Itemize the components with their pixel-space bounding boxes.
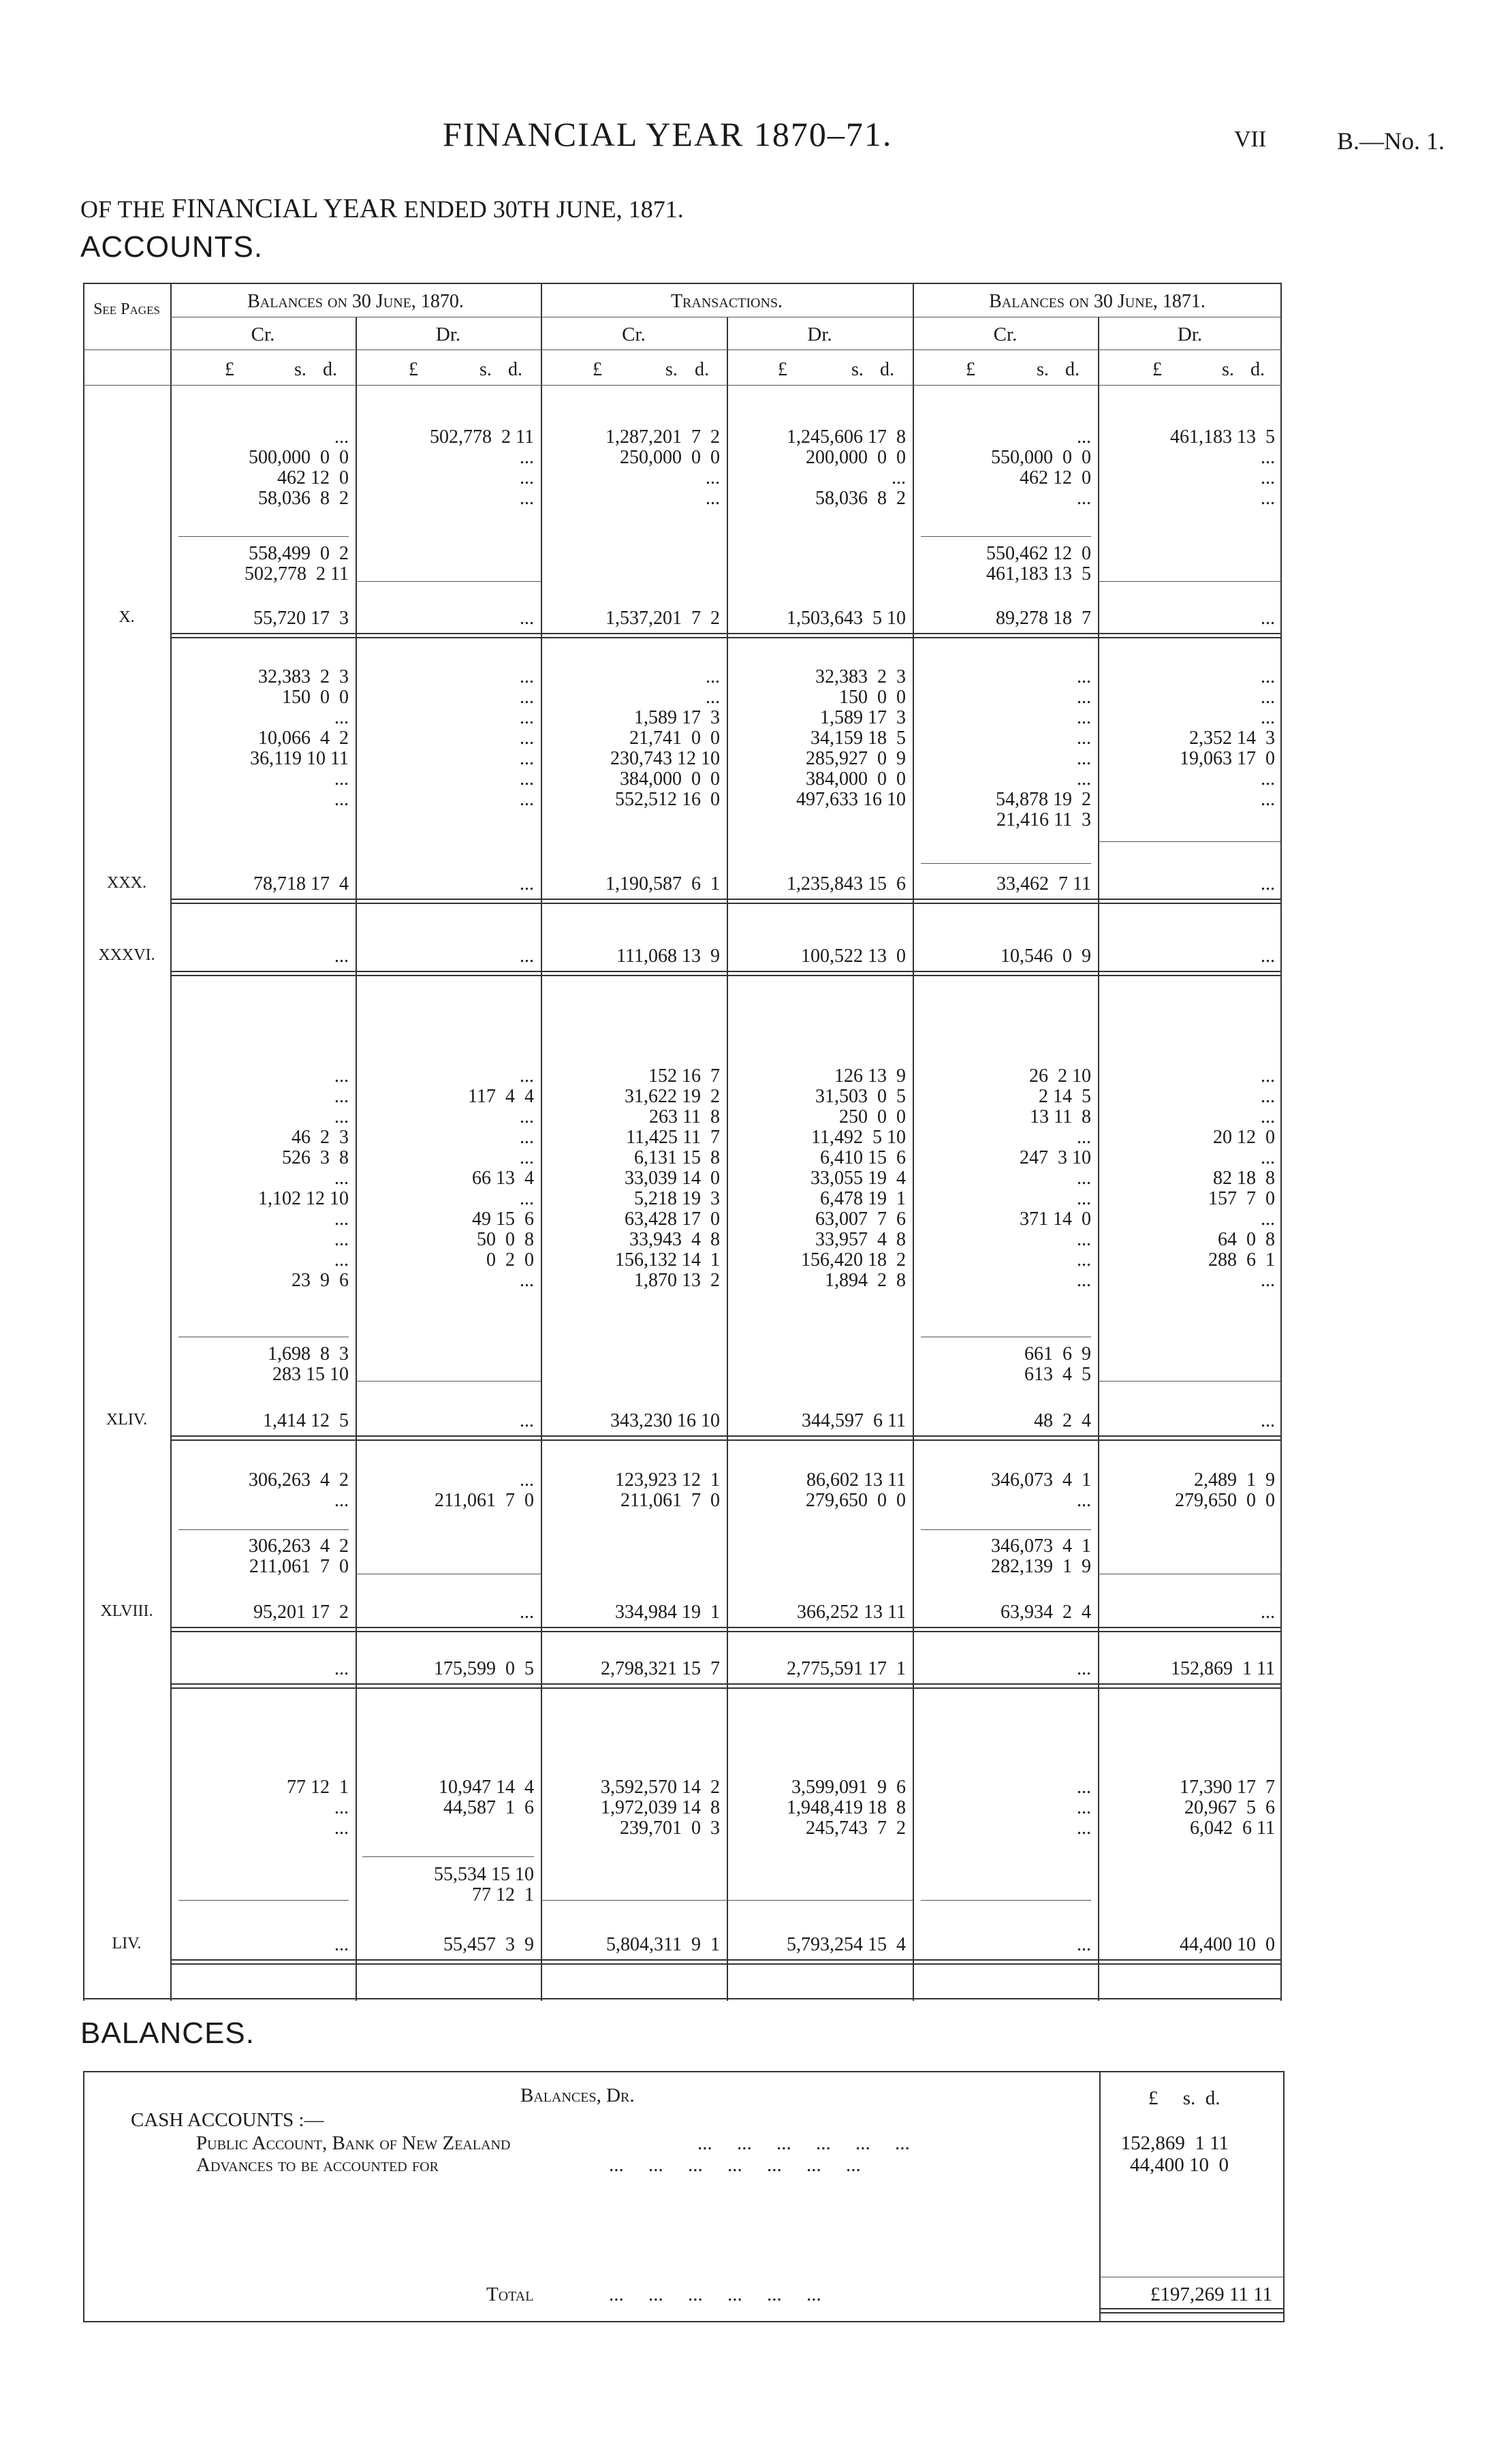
table-cell: 306,263 4 2 211,061 7 0 <box>249 1536 349 1577</box>
leader-dots: ... ... ... ... ... ... <box>609 2284 821 2305</box>
table-cell: 78,718 17 4 <box>253 873 349 894</box>
unit-pence: d. <box>1065 359 1080 380</box>
table-cell: ... 211,061 7 0 <box>435 1469 534 1511</box>
table-cell: ... <box>1077 1934 1091 1955</box>
table-cell: ... <box>520 1602 534 1623</box>
balances-dr-header: Balances, Dr. <box>520 2085 635 2106</box>
cash-accounts-label: CASH ACCOUNTS :— <box>131 2109 324 2131</box>
unit-pence: d. <box>508 359 522 380</box>
section-rule <box>170 1435 1280 1441</box>
subcol-cr: Cr. <box>622 324 646 345</box>
table-cell: 32,383 2 3 150 0 0 ... 10,066 4 2 36,119 10 11 ... ... <box>250 666 349 810</box>
table-cell: 152 16 7 31,622 19 2 263 11 8 11,425 11 7 6,131 15 8 33,039 14 0 5,218 19 3 63,428 17 0 33,943 4 8 156,132 14 1 1,870 13 2 <box>615 1065 720 1291</box>
subtotal-rule <box>356 581 541 582</box>
col-rule <box>1098 317 1099 2001</box>
table-cell: 152,869 1 11 <box>1171 1658 1275 1679</box>
subtitle <box>80 192 684 224</box>
table-cell: 661 6 9 613 4 5 <box>1024 1343 1091 1385</box>
table-cell: 1,245,606 17 8 200,000 0 0 ... 58,036 8 2 <box>787 426 906 509</box>
balances-table <box>83 2071 1285 2322</box>
subcol-dr: Dr. <box>807 324 832 345</box>
table-cell: ... ... ... ... ... ... ... <box>520 666 534 810</box>
table-cell: ... ... ... 20 12 0 ... 82 18 8 157 7 0 ... 64 0 8 288 6 1 ... <box>1208 1065 1275 1291</box>
table-cell: 343,230 16 10 <box>610 1410 720 1431</box>
unit-shilling: s. <box>479 359 492 380</box>
table-cell: ... <box>1261 946 1275 967</box>
table-cell: 2,798,321 15 7 <box>601 1658 720 1679</box>
subcol-cr: Cr. <box>993 324 1018 345</box>
table-bottom-rule <box>83 1998 1282 1999</box>
col-rule <box>356 317 357 2001</box>
col-rule <box>1099 2072 1101 2321</box>
table-cell: ... <box>1077 1658 1091 1679</box>
page-reference: XLVIII. <box>100 1602 153 1620</box>
unit-pound: £ <box>225 359 234 380</box>
table-cell: 63,934 2 4 <box>1001 1602 1091 1623</box>
table-cell: ... 500,000 0 0 462 12 0 58,036 8 2 <box>249 426 349 509</box>
balance-item-value: 152,869 1 11 <box>1120 2132 1229 2154</box>
subcol-dr: Dr. <box>435 324 461 345</box>
table-cell: ... <box>1261 1602 1275 1623</box>
table-cell: ... <box>1261 873 1275 894</box>
col-rule <box>727 317 728 2001</box>
total-label: Total <box>486 2284 534 2305</box>
unit-pence: d. <box>323 359 337 380</box>
unit-pound: £ <box>593 359 602 380</box>
total-double-rule <box>1099 2308 1283 2313</box>
subcol-dr: Dr. <box>1177 324 1203 345</box>
table-cell: 44,400 10 0 <box>1180 1934 1275 1955</box>
page-title: FINANCIAL YEAR 1870–71. <box>443 115 893 153</box>
table-cell: ... <box>520 946 534 967</box>
section-rule <box>170 899 1280 904</box>
accounts-heading: ACCOUNTS. <box>80 230 264 264</box>
table-cell: 48 2 4 <box>1034 1410 1091 1431</box>
document-reference: B.—No. 1. <box>1337 127 1445 155</box>
subtotal-rule <box>178 1900 349 1901</box>
subtitle-suffix: ENDED 30TH JUNE, 1871. <box>403 196 684 223</box>
subtitle-prefix: OF THE <box>80 196 166 223</box>
table-cell: ... <box>520 1410 534 1431</box>
table-cell: ... ... ... <box>1077 1777 1091 1839</box>
table-cell: 89,278 18 7 <box>996 608 1091 629</box>
table-cell: 111,068 13 9 <box>616 946 720 967</box>
group-header-balances-1870: Balances on 30 June, 1870. <box>247 291 464 312</box>
group-header-balances-1871: Balances on 30 June, 1871. <box>989 291 1206 312</box>
unit-shilling: s. <box>1037 359 1049 380</box>
unit-pence: d. <box>1250 359 1265 380</box>
unit-shilling: s. <box>1222 359 1234 380</box>
balances-heading: BALANCES. <box>80 2016 255 2050</box>
table-cell: 1,235,843 15 6 <box>787 873 906 894</box>
table-cell: 3,599,091 9 6 1,948,419 18 8 245,743 7 2 <box>787 1777 906 1839</box>
table-cell: 3,592,570 14 2 1,972,039 14 8 239,701 0 3 <box>601 1777 720 1839</box>
col-rule <box>541 283 542 2001</box>
section-rule <box>170 1683 1280 1689</box>
page-reference: XXXVI. <box>98 946 155 964</box>
unit-pence: d. <box>695 359 709 380</box>
page-number: VII <box>1234 127 1267 152</box>
total-value: £197,269 11 11 <box>1150 2284 1272 2305</box>
table-cell: 334,984 19 1 <box>615 1602 720 1623</box>
subtotal-rule <box>921 1529 1091 1530</box>
table-cell: 502,778 2 11 ... ... ... <box>430 426 534 509</box>
table-cell: ... <box>334 1934 349 1955</box>
table-left-rule <box>83 283 84 2001</box>
table-cell: 2,775,591 17 1 <box>787 1658 906 1679</box>
balance-item-label: Advances to be accounted for <box>196 2154 439 2176</box>
page-reference: X. <box>119 608 135 626</box>
section-rule <box>170 1627 1280 1632</box>
table-cell: 1,698 8 3 283 15 10 <box>268 1343 349 1385</box>
subtotal-rule <box>921 1900 1091 1901</box>
subtitle-main: FINANCIAL YEAR <box>171 193 398 223</box>
table-cell: ... 550,000 0 0 462 12 0 ... <box>991 426 1091 509</box>
subtotal-rule <box>1098 581 1280 582</box>
table-cell: 175,599 0 5 <box>434 1658 534 1679</box>
unit-pound: £ <box>1152 359 1162 380</box>
table-cell: ... <box>520 608 534 629</box>
unit-pence: d. <box>880 359 894 380</box>
unit-shilling: s. <box>294 359 306 380</box>
col-rule <box>170 283 172 2001</box>
subcol-cr: Cr. <box>251 324 275 345</box>
table-cell: 1,414 12 5 <box>263 1410 349 1431</box>
table-cell: 1,503,643 5 10 <box>787 608 906 629</box>
subtotal-rule <box>362 1856 534 1857</box>
table-cell: 1,190,587 6 1 <box>605 873 720 894</box>
table-cell: ... <box>334 1658 349 1679</box>
table-cell: 77 12 1 ... ... <box>287 1777 349 1839</box>
table-cell: 32,383 2 3 150 0 0 1,589 17 3 34,159 18 5 285,927 0 9 384,000 0 0 497,633 16 10 <box>796 666 906 810</box>
table-cell: 55,457 3 9 <box>443 1934 534 1955</box>
balances-units: £ s. d. <box>1148 2087 1220 2109</box>
subtotal-rule <box>178 1529 349 1530</box>
table-cell: ... <box>1261 608 1275 629</box>
table-cell: 558,499 0 2 502,778 2 11 <box>245 543 349 585</box>
table-cell: 5,793,254 15 4 <box>787 1934 906 1955</box>
section-rule <box>170 1959 1280 1965</box>
table-cell: 55,534 15 10 77 12 1 <box>434 1864 534 1905</box>
table-cell: 2,489 1 9 279,650 0 0 <box>1175 1469 1275 1511</box>
table-cell: ... <box>334 946 349 967</box>
table-cell: ... <box>520 873 534 894</box>
unit-shilling: s. <box>665 359 678 380</box>
page-reference: LIV. <box>112 1935 142 1952</box>
subtotal-rule <box>1098 841 1280 842</box>
table-cell: 10,546 0 9 <box>1001 946 1091 967</box>
section-rule <box>170 971 1280 976</box>
unit-pound: £ <box>409 359 418 380</box>
table-cell: ... ... 1,589 17 3 21,741 0 0 230,743 12 10 384,000 0 0 552,512 16 0 <box>610 666 720 810</box>
table-cell: 346,073 4 1 ... <box>991 1469 1091 1511</box>
subtotal-rule <box>921 863 1091 864</box>
unit-pound: £ <box>778 359 787 380</box>
balance-item-label: Public Account, Bank of New Zealand <box>196 2132 511 2154</box>
table-cell: 26 2 10 2 14 5 13 11 8 ... 247 3 10 ... ... 371 14 0 ... ... ... <box>1020 1065 1091 1291</box>
accounts-table <box>83 283 1282 2001</box>
table-cell: ... ... ... 2,352 14 3 19,063 17 0 ... ... <box>1180 666 1275 810</box>
subtotal-rule <box>541 1900 913 1901</box>
balance-item-value: 44,400 10 0 <box>1130 2154 1229 2176</box>
section-rule <box>170 633 1280 638</box>
see-pages-header: See Pages <box>93 300 160 318</box>
table-cell: 550,462 12 0 461,183 13 5 <box>986 543 1091 585</box>
table-cell: 10,947 14 4 44,587 1 6 <box>439 1777 534 1818</box>
table-cell: 461,183 13 5 ... ... ... <box>1170 426 1275 509</box>
table-cell: 366,252 13 11 <box>797 1602 906 1623</box>
table-cell: 1,287,201 7 2 250,000 0 0 ... ... <box>605 426 720 509</box>
table-cell: ... 117 4 4 ... ... ... 66 13 4 ... 49 15 6 50 0 8 0 2 0 ... <box>468 1065 534 1291</box>
table-cell: ... ... ... ... ... ... 54,878 19 2 21,416 11 3 <box>996 666 1091 830</box>
col-rule <box>913 283 914 2001</box>
subtotal-rule <box>178 536 349 537</box>
table-cell: ... ... ... 46 2 3 526 3 8 ... 1,102 12 10 ... ... ... 23 9 6 <box>258 1065 349 1291</box>
table-top-rule <box>83 283 1282 284</box>
table-cell: 55,720 17 3 <box>253 608 349 629</box>
table-cell: ... <box>1261 1410 1275 1431</box>
group-header-transactions: Transactions. <box>670 291 783 312</box>
table-right-rule <box>1280 283 1282 2001</box>
subtotal-rule <box>1098 1381 1280 1382</box>
table-cell: 306,263 4 2 ... <box>249 1469 349 1511</box>
leader-dots: ... ... ... ... ... ... ... <box>609 2154 861 2176</box>
table-cell: 5,804,311 9 1 <box>606 1934 720 1955</box>
page-reference: XLIV. <box>106 1411 148 1429</box>
table-cell: 95,201 17 2 <box>253 1602 349 1623</box>
table-cell: 346,073 4 1 282,139 1 9 <box>991 1536 1091 1577</box>
header-rule <box>83 385 1282 386</box>
table-cell: 126 13 9 31,503 0 5 250 0 0 11,492 5 10 6,410 15 6 33,055 19 4 6,478 19 1 63,007 7 6 33,957 4 8 156,420 18 2 1,894 2 8 <box>801 1065 906 1291</box>
table-cell: 1,537,201 7 2 <box>605 608 720 629</box>
header-rule <box>83 349 1282 350</box>
subtotal-rule <box>356 1381 541 1382</box>
table-cell: 17,390 17 7 20,967 5 6 6,042 6 11 <box>1180 1777 1275 1839</box>
table-cell: 86,602 13 11 279,650 0 0 <box>806 1469 906 1511</box>
table-cell: 123,923 12 1 211,061 7 0 <box>615 1469 720 1511</box>
page-reference: XXX. <box>107 874 146 892</box>
table-cell: 33,462 7 11 <box>996 873 1091 894</box>
subtotal-rule <box>921 536 1091 537</box>
unit-pound: £ <box>966 359 975 380</box>
unit-shilling: s. <box>851 359 864 380</box>
leader-dots: ... ... ... ... ... ... <box>697 2132 910 2154</box>
table-cell: 344,597 6 11 <box>802 1410 906 1431</box>
table-cell: 100,522 13 0 <box>801 946 906 967</box>
